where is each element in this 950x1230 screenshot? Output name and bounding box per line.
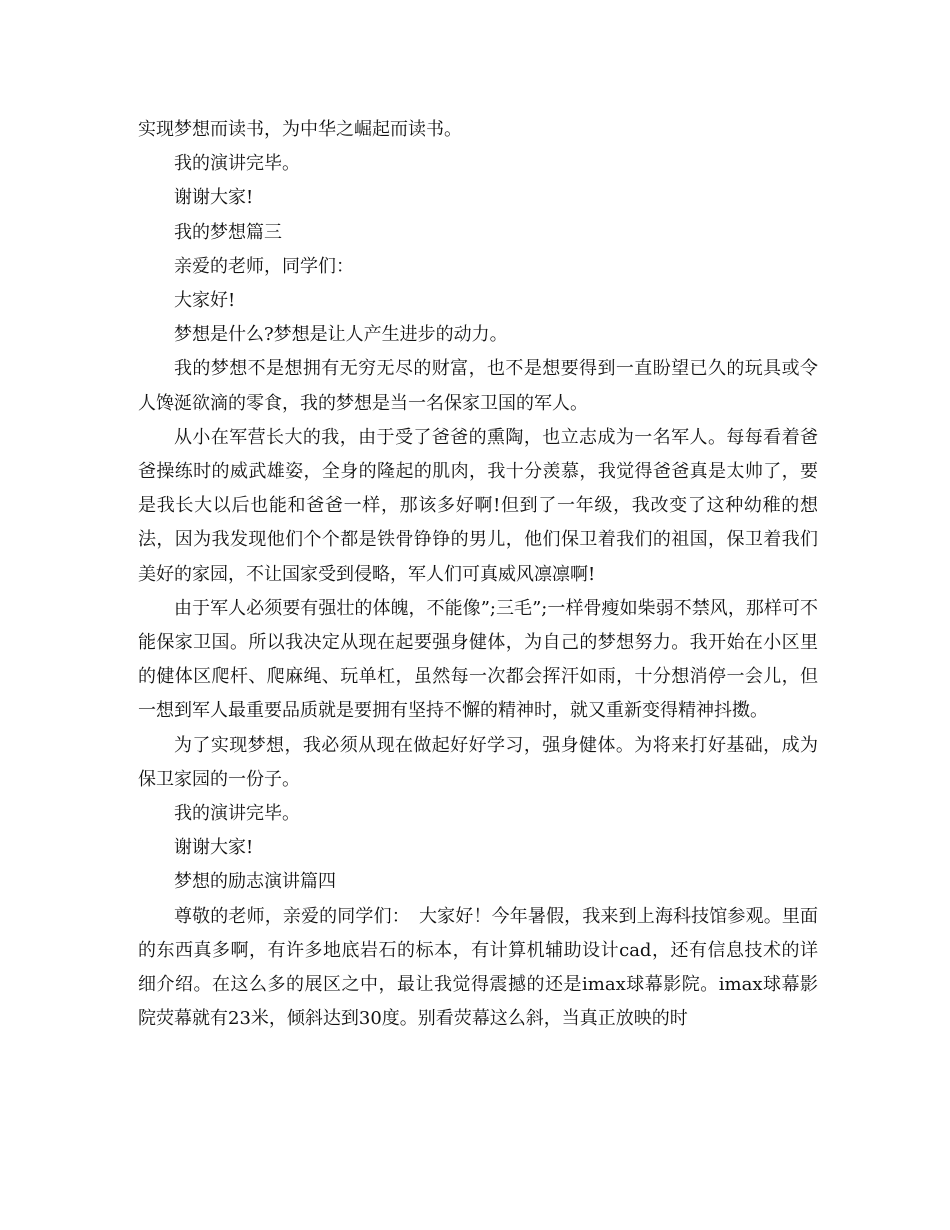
- paragraph: 谢谢大家!: [174, 187, 254, 209]
- paragraph: 我的演讲完毕。: [174, 153, 300, 175]
- paragraph: 梦想是什么?梦想是让人产生进步的动力。: [174, 324, 508, 346]
- paragraph: 由于军人必须要有强壮的体魄，不能像”;三毛”;一样骨瘦如柴弱不禁风，那样可不能保家卫国。所以我决定从现在起要强身健体，为自己的梦想努力。我开始在小区里的健体区爬杆、爬麻绳、玩单杠，虽然每一次都会挥汗如雨，十分想消停一会儿，但一想到军人最重要品质就是要拥有坚持不懈的精神时，就又重新变得精神抖擞。: [138, 597, 818, 722]
- paragraph: 大家好!: [174, 290, 236, 312]
- paragraph: 尊敬的老师，亲爱的同学们： 大家好！今年暑假，我来到上海科技馆参观。里面的东西真多啊，有许多地底岩石的标本，有计算机辅助设计cad，还有信息技术的详细介绍。在这么多的展区之中，最让我觉得震撼的还是imax球幕影院。imax球幕影院荧幕就有23米，倾斜达到30度。别看荧幕这么斜，当真正放映的时: [138, 905, 818, 1030]
- paragraph: 实现梦想而读书，为中华之崛起而读书。: [138, 119, 462, 140]
- paragraph: 我的梦想不是想拥有无穷无尽的财富，也不是想要得到一直盼望已久的玩具或令人馋涎欲滴的零食，我的梦想是当一名保家卫国的军人。: [138, 358, 818, 414]
- section-heading: 我的梦想篇三: [174, 221, 282, 243]
- document-body: [138, 113, 818, 1036]
- paragraph: 我的演讲完毕。: [174, 803, 300, 825]
- paragraph: 谢谢大家!: [174, 837, 254, 859]
- paragraph: 亲爱的老师，同学们：: [174, 255, 354, 277]
- paragraph: 从小在军营长大的我，由于受了爸爸的熏陶，也立志成为一名军人。每每看着爸爸操练时的威武雄姿，全身的隆起的肌肉，我十分羡慕，我觉得爸爸真是太帅了，要是我长大以后也能和爸爸一样，那该多好啊!但到了一年级，我改变了这种幼稚的想法，因为我发现他们个个都是铁骨铮铮的男儿，他们保卫着我们的祖国，保卫着我们美好的家园，不让国家受到侵略，军人们可真威风凛凛啊!: [138, 426, 818, 585]
- paragraph: 为了实现梦想，我必须从现在做起好好学习，强身健体。为将来打好基础，成为保卫家园的一份子。: [138, 734, 818, 790]
- section-heading: 梦想的励志演讲篇四: [174, 871, 336, 893]
